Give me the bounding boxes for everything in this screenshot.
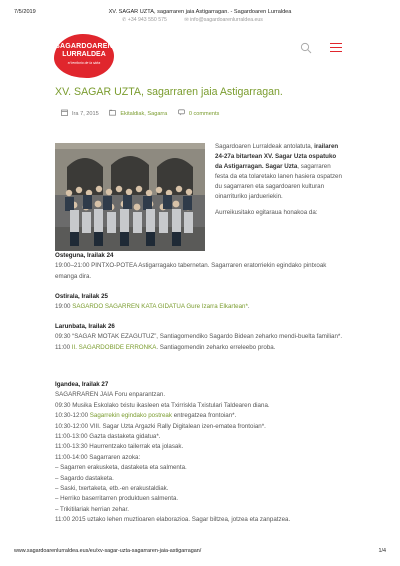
- day-heading: Ostirala, Irailak 25: [55, 293, 108, 300]
- logo-line-2: LURRALDEA: [62, 51, 106, 58]
- program-line: 10:30-12:00 VIII. Sagar Uzta Argazki Rally Digitalean izen-ematea frontoian*.: [55, 422, 266, 430]
- program-day-2: [55, 292, 345, 313]
- site-logo[interactable]: [54, 34, 114, 78]
- print-date: 7/5/2019: [14, 9, 36, 15]
- article-title: XV. SAGAR UZTA, sagarraren jaia Astigarragan.: [55, 86, 283, 98]
- contact-bar: [122, 17, 279, 23]
- program-line: [55, 302, 345, 312]
- program-day-4: [55, 380, 345, 526]
- program-line: – Herriko baserritarren produktuen salmenta.: [55, 495, 179, 503]
- program-line: [55, 343, 345, 353]
- article-date: [61, 109, 99, 117]
- line-tail: . Santiagomendin zeharko erreleebo proba.: [156, 343, 276, 351]
- intro-paragraph: [215, 142, 345, 202]
- program-line: 11:00-14:00 Sagarraren azoka:: [55, 453, 141, 461]
- day-heading: Larunbata, Irailak 26: [55, 323, 115, 330]
- line-tail: .: [247, 303, 250, 311]
- program-line: – Saski, txertaketa, etb.-en erakustaldiak.: [55, 485, 169, 493]
- phone-text: +34 943 550 575: [127, 17, 167, 23]
- comments-link[interactable]: 0 comments: [188, 111, 220, 117]
- search-icon[interactable]: [300, 42, 312, 54]
- intro-text-2: , sagarraren festa da eta tolaretako lanen hasiera ospatzen du sagarraren eta sagardoaren kulturan oinarrituriko jardueriekin.: [215, 163, 342, 200]
- email-text: info@sagardoarenlurraldea.eus: [190, 17, 263, 23]
- phone-link[interactable]: ✆ +34 943 550 575: [122, 17, 167, 23]
- line-tail: entregatzea frontoian*.: [171, 412, 237, 420]
- program-line: 19:00–21:00 PINTXO-POTEA Astigarragako tabernetan. Sagarraren eratorriekin egindako pintxoak emanga dira.: [55, 262, 327, 280]
- event-link[interactable]: SAGARDO SAGARREN KATA GIDATUA Gure Izarra Elkartean*: [72, 303, 248, 311]
- date-text: Ira 7, 2015: [72, 111, 99, 117]
- calendar-icon: [61, 109, 68, 116]
- program-line: 09:30 “SAGAR MOTAK EZAGUTUZ”, Santiagomendiko Sagardo Bidean zeharko mendi-bueltа familian*.: [55, 333, 343, 341]
- footer-url: www.sagardoarenlurraldea.eus/eu/xv-sagar-uzta-sagarraren-jaia-astigarragan/: [14, 548, 202, 554]
- program-line: 09:30 Musika Eskolako txistu ikasleen eta Txirriskla Txistulari Taldearen diana.: [55, 401, 270, 409]
- line-time: 19:00: [55, 303, 73, 311]
- email-link[interactable]: ✉ info@sagardoarenlurraldea.eus: [184, 17, 263, 23]
- intro-bold: irailaren 24-27a bitartean XV. Sagar Uzta ospatuko da Astigarragan. Sagar Uzta: [215, 143, 339, 170]
- article-meta: [61, 109, 228, 117]
- folder-icon: [109, 109, 116, 116]
- program-line: 11:00-13:30 Haurrentzako tailerrak eta jolasak.: [55, 443, 184, 451]
- article-intro: [215, 142, 345, 224]
- logo-line-1: SAGARDOAREN: [55, 43, 113, 50]
- program-line: – Trikitilariak herrian zehar.: [55, 505, 129, 513]
- program-line: [55, 411, 345, 421]
- program-day-1: [55, 251, 345, 282]
- logo-tagline: el territorio de la sidra: [67, 61, 101, 65]
- day-heading: Igandea, Irailak 27: [55, 381, 109, 388]
- program-line: – Sagardo dastaketa.: [55, 474, 114, 482]
- line-time: 10:30-12:00: [55, 412, 90, 420]
- intro-text-1: Sagardoaren Lurraldeak antolatuta,: [215, 143, 313, 150]
- line-time: 11:00: [55, 343, 72, 351]
- print-title: XV. SAGAR UZTA, sagarraren jaia Astigarragan. - Sagardoaren Lurraldea: [108, 9, 292, 15]
- menu-icon[interactable]: [330, 43, 342, 53]
- day-heading: Osteguna, Irailak 24: [55, 252, 114, 259]
- program-day-3: [55, 322, 345, 353]
- comment-icon: [178, 109, 185, 116]
- program-line: 11:00 2015 uztako lehen muztioaren elaborazioa. Sagar biltzea, jotzea eta zanpatzea.: [55, 516, 291, 524]
- article-comments[interactable]: [178, 109, 219, 117]
- program-line: SAGARRAREN JAIA Foru enparantzan.: [55, 391, 166, 399]
- program-line: 11:00-13:00 Gazta dastaketa gidatua*.: [55, 433, 161, 441]
- program-intro: Aurreikusitako egitaraua honakoa da:: [215, 209, 318, 216]
- event-link[interactable]: II. SAGARDOBIDE ERRONKA: [71, 343, 157, 351]
- categories-link[interactable]: Ekitaldiak, Sagarra: [120, 111, 168, 117]
- page-number: 1/4: [378, 548, 386, 554]
- event-link[interactable]: Sagarrekin egindako postreak: [89, 412, 172, 420]
- article-categories[interactable]: [109, 109, 167, 117]
- program-line: – Sagarren erakusketa, dastaketa eta salmenta.: [55, 464, 187, 472]
- print-footer: [14, 548, 386, 554]
- group-photo: [55, 143, 205, 251]
